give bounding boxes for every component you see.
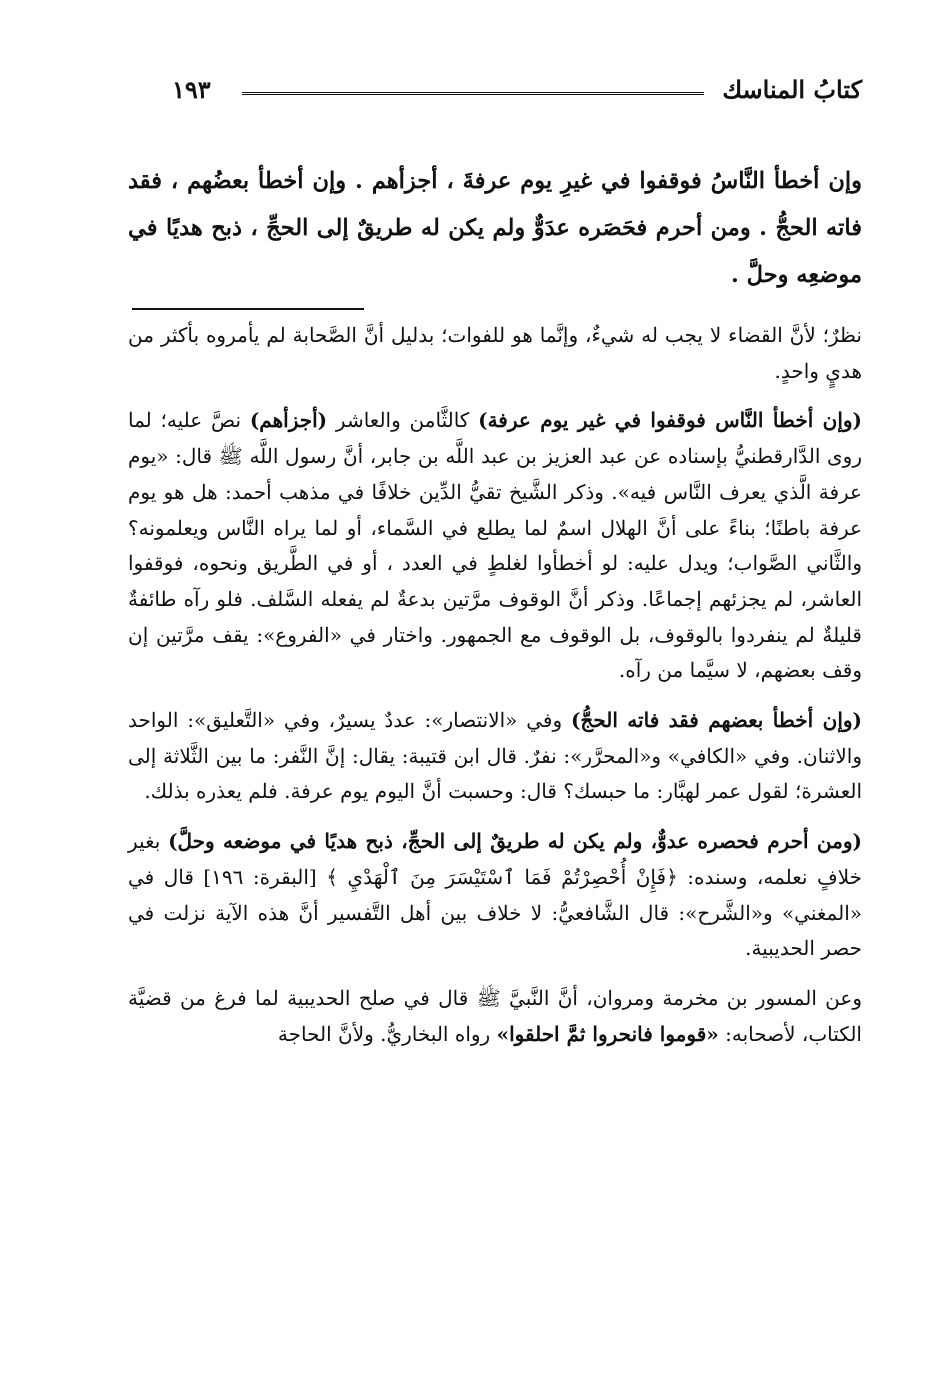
commentary-paragraph-4 xyxy=(128,824,862,967)
paragraph-text: وفي «الانتصار»: عددٌ يسيرٌ، وفي «التَّعليق»: الواحد والاثنان. وفي «الكافي» و«المحرَّر»: نفرٌ. قال ابن قتيبة: يقال: إنَّ النَّفر: ما بين الثَّلاثة إلى العشرة؛ لقول عمر لهبَّار: ما حبسك؟ قال: وحسبت أنَّ اليوم يوم عرفة. فلم يعذره بذلك. xyxy=(128,708,862,804)
commentary-paragraph-2 xyxy=(128,403,862,689)
paragraph-text: رواه البخاريُّ. ولأنَّ الحاجة xyxy=(277,1021,497,1046)
quoted-matn: (ومن أحرم فحصره عدوٌّ، ولم يكن له طريقٌ إلى الحجِّ، ذبح هديًا في موضعه وحلَّ) xyxy=(168,829,862,854)
page-header xyxy=(150,72,862,112)
page-number: ١٩٣ xyxy=(172,75,211,104)
quoted-hadith: «قوموا فانحروا ثمَّ احلقوا» xyxy=(496,1021,719,1046)
commentary-block xyxy=(128,318,862,1066)
quoted-matn: (أجزأهم) xyxy=(249,408,328,433)
quoted-matn: (وإن أخطأ النَّاس فوقفوا في غير يوم عرفة) xyxy=(478,408,863,433)
commentary-paragraph-3 xyxy=(128,703,862,810)
quoted-matn: (وإن أخطأ بعضهم فقد فاته الحجُّ) xyxy=(570,708,863,733)
commentary-paragraph-5 xyxy=(128,981,862,1052)
header-rule xyxy=(242,92,704,95)
paragraph-text: وعن المسور بن مخرمة ومروان، أنَّ النَّبيَّ ﷺ قال في صلح الحديبية لما فرغ من قضيَّة الكتاب، لأصحابه: xyxy=(128,985,862,1046)
paragraph-text: نظرٌ؛ لأنَّ القضاء لا يجب له شيءٌ، وإنَّما هو للفوات؛ بدليل أنَّ الصَّحابة لم يأمروه بأكثر من هديٍ واحدٍ. xyxy=(128,323,862,383)
paragraph-text: كالثَّامن والعاشر xyxy=(327,408,479,433)
paragraph-text: بغير خلافٍ نعلمه، وسنده: ﴿فَإِنْ أُحْصِرْتُمْ فَمَا ٱسْتَيْسَرَ مِنَ ٱلْهَدْيِ ﴾ [البقرة: ١٩٦] قال في «المغني» و«الشَّرح»: قال الشَّافعيُّ: لا خلاف بين أهل التَّفسير أنَّ هذه الآية نزلت في حصر الحديبية. xyxy=(128,829,862,961)
chapter-title: كتابُ المناسك xyxy=(722,75,862,104)
paragraph-text: نصَّ عليه؛ لما روى الدَّارقطنيُّ بإسناده عن عبد العزيز بن عبد اللَّه بن جابر، أنَّ رسول اللَّه ﷺ قال: «يوم عرفة الَّذي يعرف النَّاس فيه». وذكر الشَّيخ تقيُّ الدِّين خلافًا في مذهب أحمد: هل هو يوم عرفة باطنًا؛ بناءً على أنَّ الهلال اسمٌ لما يطلع في السَّماء، أو لما يراه النَّاس ويعلمونه؟ والثَّاني الصَّواب؛ ويدل عليه: لو أخطأوا لغلطٍ في العدد ، أو في الطَّريق ونحوه، فوقفوا العاشر، لم يجزئهم إجماعًا. وذكر أنَّ الوقوف مرَّتين بدعةٌ لم يفعله السَّلف. فلو رآه طائفةٌ قليلةٌ لم ينفردوا بالوقوف، بل الوقوف مع الجمهور. واختار في «الفروع»: يقف مرَّتين إن وقف بعضهم، لا سيَّما من رآه. xyxy=(128,408,862,683)
main-text-block: وإن أخطأ النَّاسُ فوقفوا في غيرِ يوم عرفةَ ، أجزأهم . وإن أخطأ بعضُهم ، فقد فاته الحجُّ . ومن أحرم فحَصَره عدَوٌّ ولم يكن له طريقٌ إلى الحجِّ ، ذبح هديًا في موضعِه وحلَّ . xyxy=(128,168,862,288)
footnote-divider xyxy=(132,308,364,310)
commentary-paragraph-1 xyxy=(128,318,862,389)
